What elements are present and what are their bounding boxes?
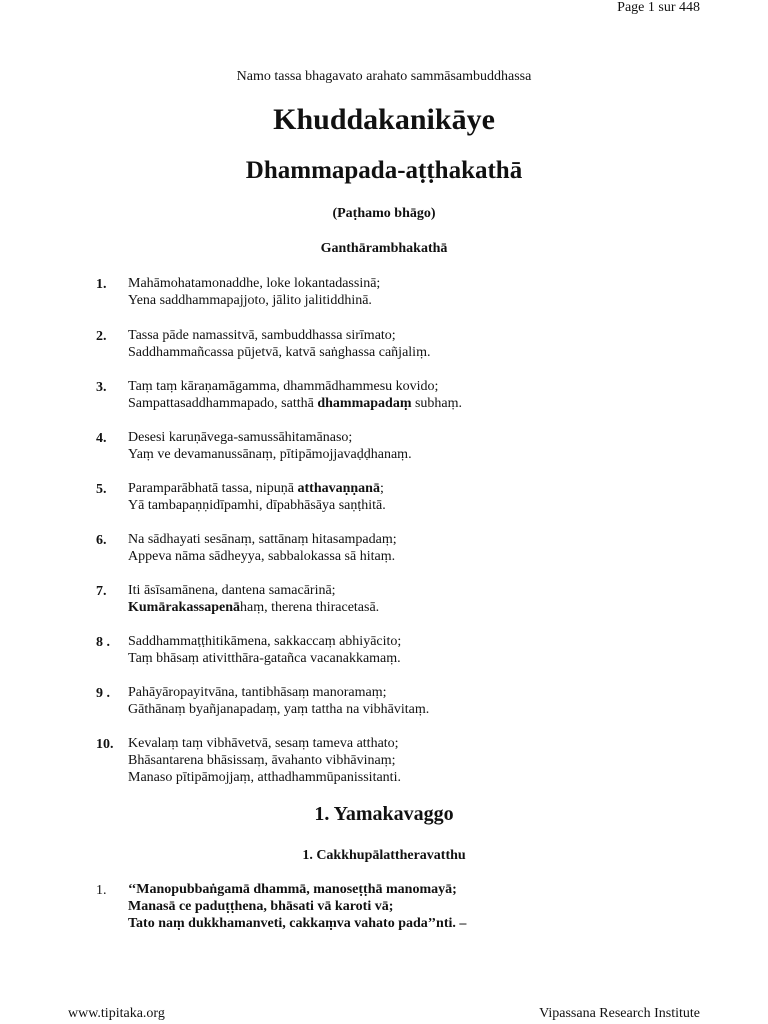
verse-line <box>128 769 401 786</box>
verse-text: Yaṃ ve devamanussānaṃ, pītipāmojjavaḍḍhanaṃ. <box>128 447 412 462</box>
verse-line <box>128 292 380 309</box>
verse-text: Yā tambapaṇṇidīpamhi, dīpabhāsāya saṇṭhitā. <box>128 498 386 513</box>
verse-line <box>128 480 386 497</box>
verse-text: Manaso pītipāmojjaṃ, atthadhammūpanissitanti. <box>128 770 401 785</box>
verse-line <box>128 429 412 446</box>
verse-text: Saddhammañcassa pūjetvā, katvā saṅghassa cañjaliṃ. <box>128 345 431 360</box>
verse-text: ; <box>379 481 384 496</box>
verse-text: Mahāmohatamonaddhe, loke lokantadassinā; <box>128 276 381 291</box>
verse-text: Yena saddhammapajjoto, jālito jalitiddhinā. <box>128 293 372 308</box>
verse-text: Tassa pāde namassitvā, sambuddhassa sirīmato; <box>128 328 396 343</box>
verse-text: Pahāyāropayitvāna, tantibhāsaṃ manoramaṃ; <box>128 685 387 700</box>
verse-text: Saddhammaṭṭhitikāmena, sakkaccaṃ abhiyācito; <box>128 634 402 649</box>
verse-line <box>128 684 429 701</box>
verse-text: Gāthānaṃ byañjanapadaṃ, yaṃ tattha na vibhāvitaṃ. <box>128 702 430 717</box>
verse-line <box>128 446 412 463</box>
verse-emphasis: atthavaṇṇanā <box>297 481 380 496</box>
verse-text: subhaṃ. <box>411 396 463 411</box>
story-heading: 1. Cakkhupālattheravatthu <box>302 848 466 863</box>
footer-website-link[interactable]: www.tipitaka.org <box>68 1006 165 1021</box>
verse-text: Kevalaṃ taṃ vibhāvetvā, sesaṃ tameva atthato; <box>128 736 399 751</box>
book-title: Khuddakanikāye <box>273 103 495 136</box>
verse-line <box>128 395 462 412</box>
part-label: (Paṭhamo bhāgo) <box>332 206 436 221</box>
verse-number: 6. <box>96 533 107 548</box>
verse-number: 7. <box>96 584 107 599</box>
verse-number: 1. <box>96 277 107 292</box>
verse-emphasis: dhammapadaṃ <box>317 396 412 411</box>
verse-text: Bhāsantarena bhāsissaṃ, āvahanto vibhāvinaṃ; <box>128 753 396 768</box>
verse-line <box>128 701 429 718</box>
verse-text: Taṃ bhāsaṃ ativitthāra-gatañca vacanakkamaṃ. <box>128 651 401 666</box>
section-heading: Ganthārambhakathā <box>320 241 448 256</box>
verse-text: Iti āsīsamānena, dantena samacārinā; <box>128 583 336 598</box>
verse-line <box>128 735 401 752</box>
verse-line: Tato naṃ dukkhamanveti, cakkaṃva vahato pada’’nti. – <box>128 916 467 931</box>
page-number: Page 1 sur 448 <box>617 0 700 15</box>
verse-line: Manasā ce paduṭṭhena, bhāsati vā karoti vā; <box>128 899 394 914</box>
verse-number: 1. <box>96 883 107 898</box>
verse-line <box>128 531 397 548</box>
verse-line <box>128 327 430 344</box>
verse-number: 4. <box>96 431 107 446</box>
verse-text: Sampattasaddhammapado, satthā <box>128 396 318 411</box>
invocation: Namo tassa bhagavato arahato sammāsambuddhassa <box>236 69 532 84</box>
footer-publisher: Vipassana Research Institute <box>539 1006 700 1021</box>
verse-number: 8 . <box>96 635 110 650</box>
verse-line <box>128 752 401 769</box>
verse-emphasis: Kumārakassapenā <box>128 600 241 615</box>
verse-text: Appeva nāma sādheyya, sabbalokassa sā hitaṃ. <box>128 549 396 564</box>
verse-line <box>128 548 397 565</box>
verse-text: Na sādhayati sesānaṃ, sattānaṃ hitasampadaṃ; <box>128 532 397 547</box>
verse-line <box>128 344 430 361</box>
verse-text: haṃ, therena thiracetasā. <box>240 600 380 615</box>
verse-line <box>128 497 386 514</box>
verse-line: ‘‘Manopubbaṅgamā dhammā, manoseṭṭhā manomayā; <box>128 882 457 897</box>
verse-text: Paramparābhatā tassa, nipuṇā <box>128 481 298 496</box>
verse-line <box>128 650 401 667</box>
verse-line <box>128 599 379 616</box>
chapter-heading: 1. Yamakavaggo <box>314 803 454 825</box>
work-title: Dhammapada-aṭṭhakathā <box>245 157 523 184</box>
verse-number: 10. <box>96 737 114 752</box>
verse-number: 5. <box>96 482 107 497</box>
verse-line <box>128 633 401 650</box>
verse-line <box>128 275 380 292</box>
verse-number: 9 . <box>96 686 110 701</box>
verse-line <box>128 582 379 599</box>
verse-text: Desesi karuṇāvega-samussāhitamānaso; <box>128 430 353 445</box>
verse-text: Taṃ taṃ kāraṇamāgamma, dhammādhammesu kovido; <box>128 379 439 394</box>
verse-line <box>128 378 462 395</box>
verse-number: 2. <box>96 329 107 344</box>
verse-number: 3. <box>96 380 107 395</box>
